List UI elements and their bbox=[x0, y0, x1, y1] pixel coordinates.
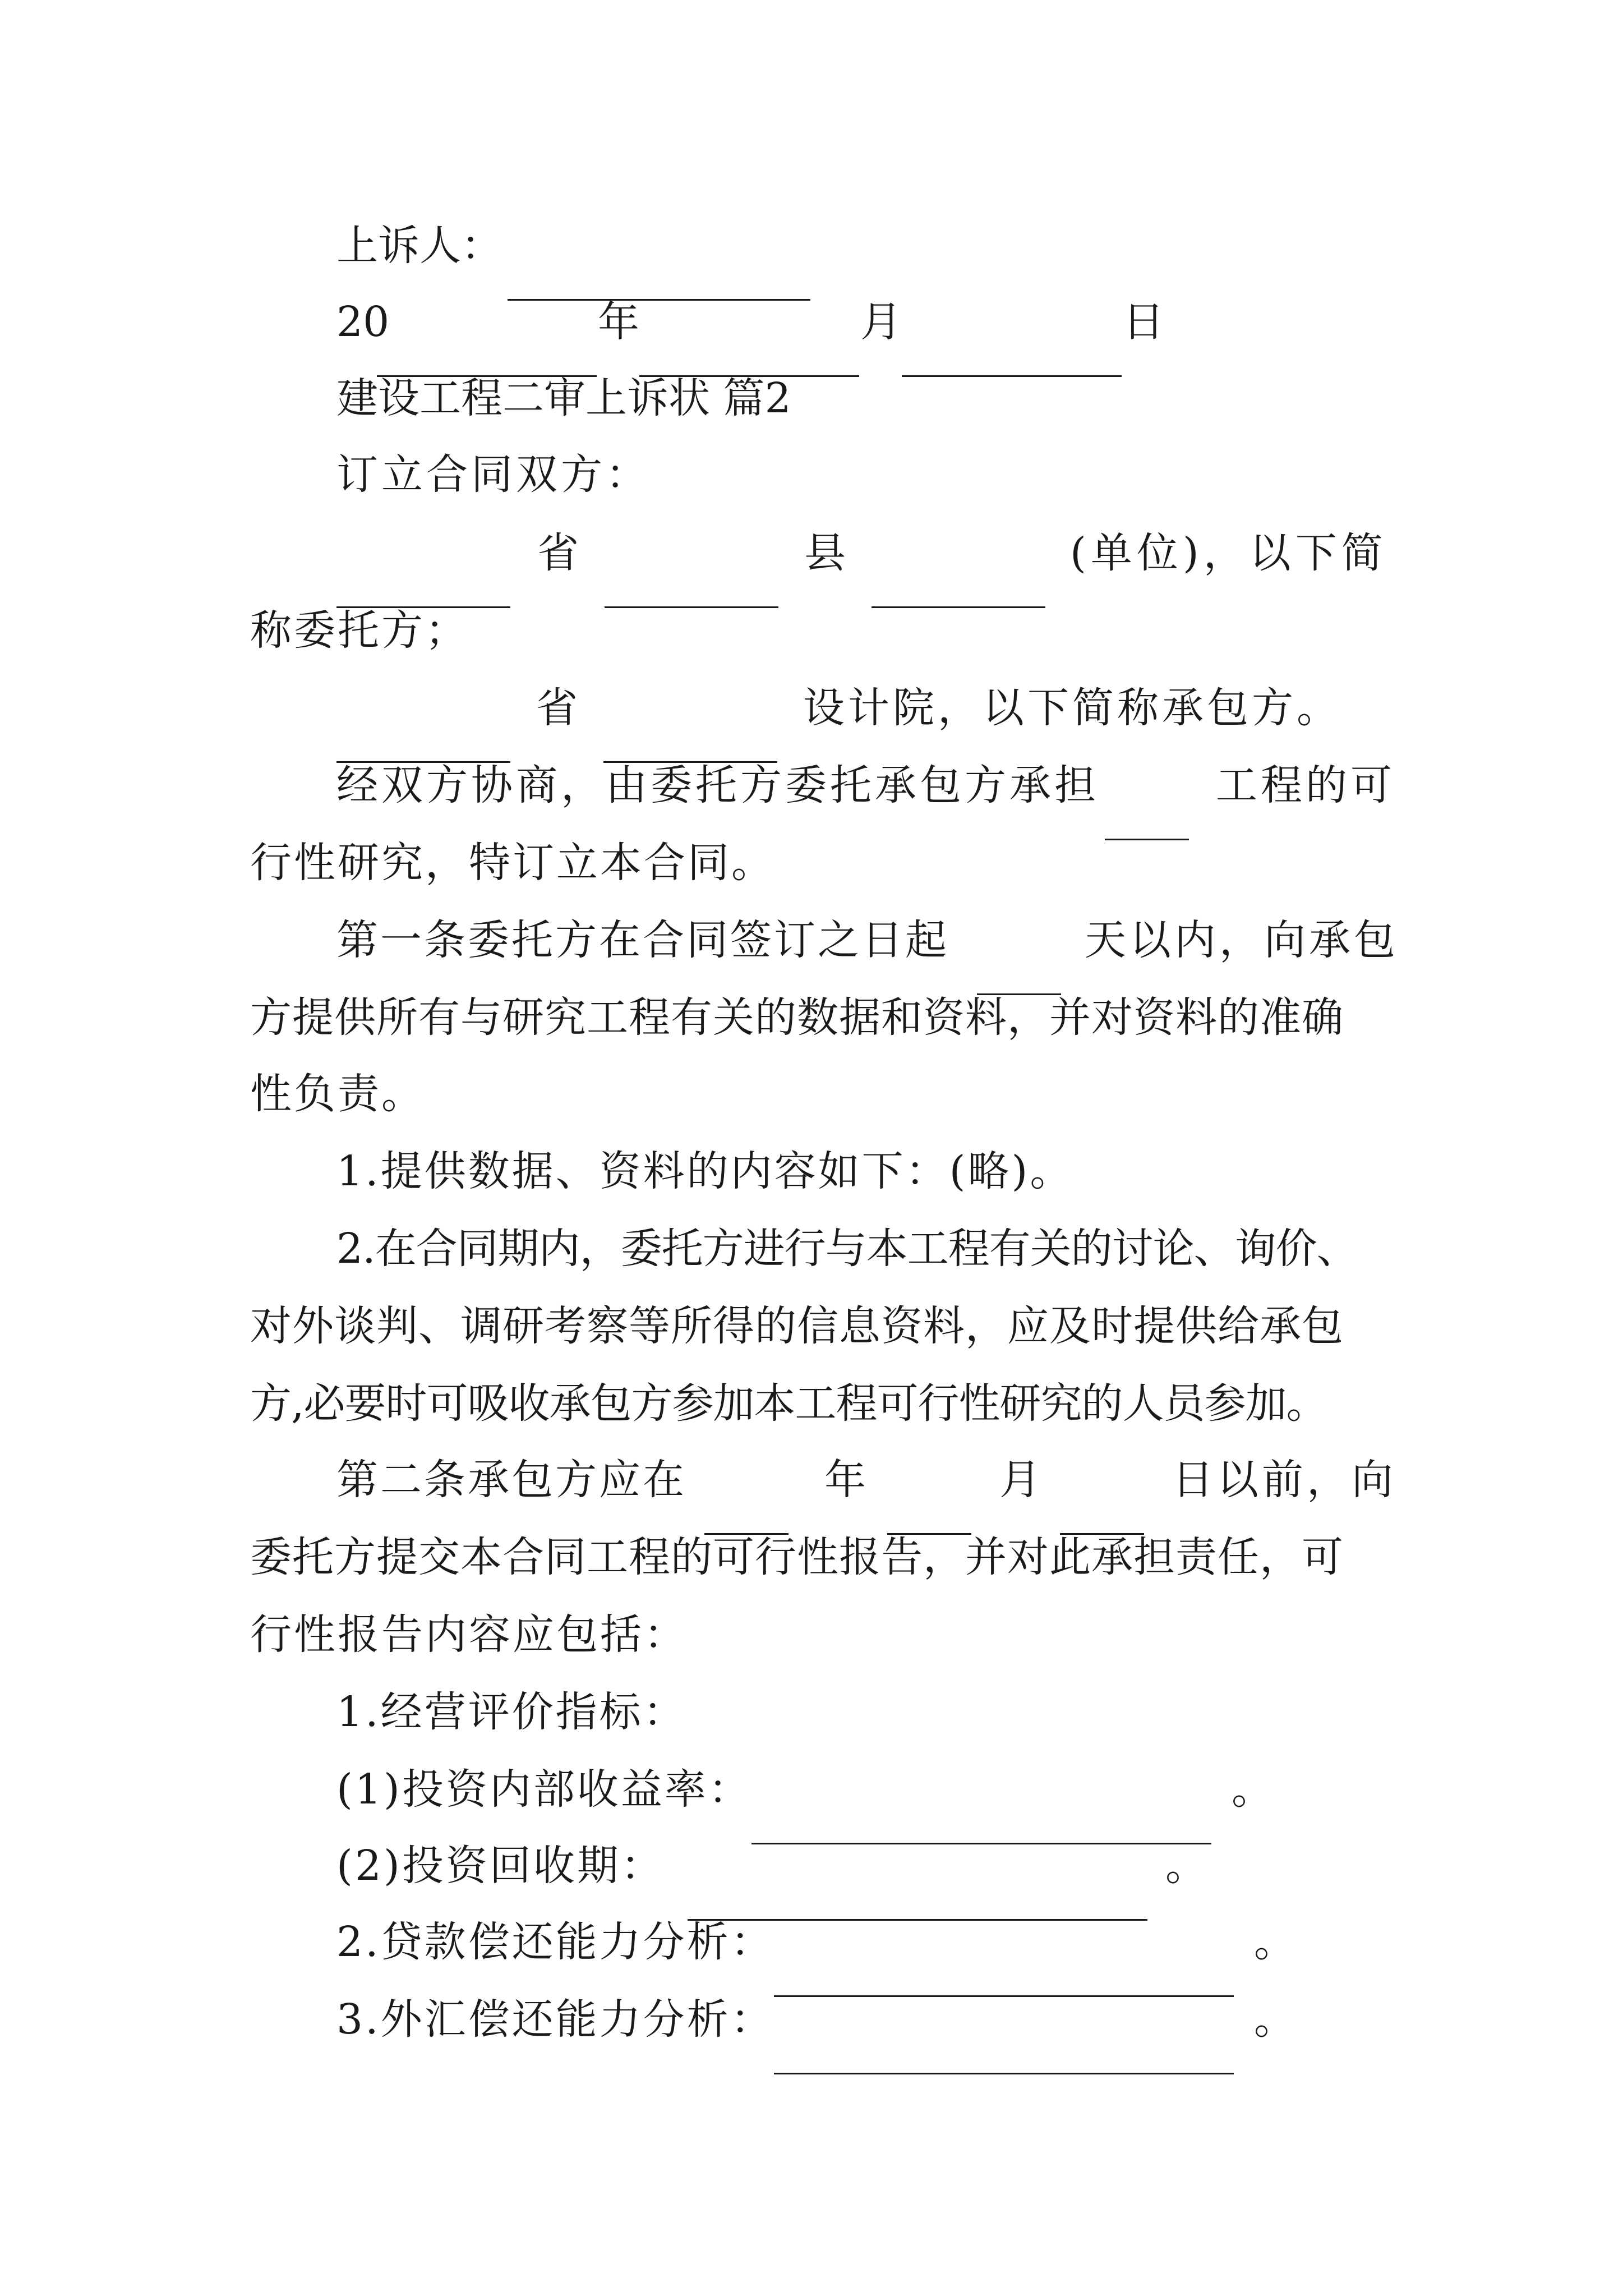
fx-repayment-period: 。 bbox=[1254, 1995, 1295, 2044]
parties-heading-text: 订立合同双方： bbox=[336, 450, 651, 499]
loan-repayment-period: 。 bbox=[1254, 1918, 1295, 1966]
payback-period: 。 bbox=[1165, 1842, 1207, 1890]
article-two-line-3-text: 行性报告内容应包括： bbox=[250, 1611, 688, 1659]
item-1-line bbox=[0, 1132, 1623, 1211]
payback-label: (2)投资回收期： bbox=[336, 1842, 665, 1890]
consultation-line-cont bbox=[0, 823, 1623, 902]
appellant-line bbox=[0, 206, 1623, 285]
appellant-label: 上诉人： bbox=[336, 222, 502, 270]
item-2-line bbox=[0, 1209, 1623, 1288]
article-two-line-2-text: 委托方提交本合同工程的可行性报告，并对此承担责任，可 bbox=[250, 1533, 1344, 1581]
item-2-line-3 bbox=[0, 1364, 1623, 1443]
article-two-line-2 bbox=[0, 1518, 1623, 1596]
loan-repayment-line bbox=[0, 1903, 1623, 1981]
article-one-line-3-text: 性负责。 bbox=[250, 1070, 425, 1118]
item-2-line-2 bbox=[0, 1287, 1623, 1365]
article-one-text-a: 第一条委托方在合同签订之日起 bbox=[336, 916, 949, 964]
date-year-prefix: 20 bbox=[336, 298, 390, 346]
article-two-year-label: 年 bbox=[824, 1456, 866, 1504]
item-2-line-3-text: 方,必要时可吸收承包方参加本工程可行性研究的人员参加。 bbox=[250, 1379, 1327, 1428]
item-2-text: 2.在合同期内，委托方进行与本工程有关的讨论、询价、 bbox=[336, 1225, 1358, 1273]
evaluation-heading-text: 1.经营评价指标： bbox=[336, 1688, 687, 1736]
client-line bbox=[0, 514, 1623, 592]
evaluation-heading bbox=[0, 1673, 1623, 1751]
parties-heading bbox=[0, 435, 1623, 514]
date-line bbox=[0, 283, 1623, 361]
article-one-line bbox=[0, 901, 1623, 979]
fx-repayment-label: 3.外汇偿还能力分析： bbox=[336, 1995, 774, 2044]
article-two-text-a: 第二条承包方应在 bbox=[336, 1456, 686, 1504]
article-two-line-3 bbox=[0, 1595, 1623, 1674]
fx-repayment-line bbox=[0, 1980, 1623, 2059]
contractor-institute-text: 设计院，以下简称承包方。 bbox=[803, 684, 1341, 732]
article-two-line bbox=[0, 1441, 1623, 1519]
client-line-cont bbox=[0, 591, 1623, 670]
contractor-province-label: 省 bbox=[536, 684, 578, 732]
section-heading-text: 建设工程二审上诉状 篇2 bbox=[336, 374, 791, 422]
item-1-text: 1.提供数据、资料的内容如下：(略)。 bbox=[336, 1147, 1074, 1195]
article-one-line-3 bbox=[0, 1055, 1623, 1133]
client-county-label: 县 bbox=[804, 529, 846, 577]
date-month-label: 月 bbox=[860, 298, 902, 346]
irr-label: (1)投资内部收益率： bbox=[336, 1765, 752, 1814]
date-day-label: 日 bbox=[1123, 298, 1164, 346]
contractor-line bbox=[0, 669, 1623, 747]
consultation-text-a: 经双方协商，由委托方委托承包方承担 bbox=[336, 761, 1099, 809]
consultation-line-cont-text: 行性研究，特订立本合同。 bbox=[250, 839, 775, 887]
article-one-text-b: 天以内，向承包 bbox=[1085, 916, 1399, 964]
fx-repayment-blank bbox=[774, 2035, 1234, 2074]
irr-period: 。 bbox=[1232, 1765, 1273, 1814]
article-one-line-2-text: 方提供所有与研究工程有关的数据和资料，并对资料的准确 bbox=[250, 993, 1344, 1042]
client-unit-text: (单位)，以下简 bbox=[1070, 529, 1387, 577]
client-province-label: 省 bbox=[537, 529, 579, 577]
article-two-month-label: 月 bbox=[999, 1456, 1041, 1504]
article-two-text-b: 日以前，向 bbox=[1172, 1456, 1396, 1504]
client-line-cont-text: 称委托方； bbox=[250, 606, 469, 655]
item-2-line-2-text: 对外谈判、调研考察等所得的信息资料，应及时提供给承包 bbox=[250, 1302, 1344, 1350]
loan-repayment-label: 2.贷款偿还能力分析： bbox=[336, 1918, 774, 1966]
irr-line bbox=[0, 1750, 1623, 1829]
section-heading bbox=[0, 359, 1623, 438]
date-year-label: 年 bbox=[598, 298, 639, 346]
payback-line bbox=[0, 1826, 1623, 1905]
consultation-line bbox=[0, 746, 1623, 825]
article-one-line-2 bbox=[0, 978, 1623, 1057]
consultation-text-b: 工程的可 bbox=[1216, 761, 1395, 809]
